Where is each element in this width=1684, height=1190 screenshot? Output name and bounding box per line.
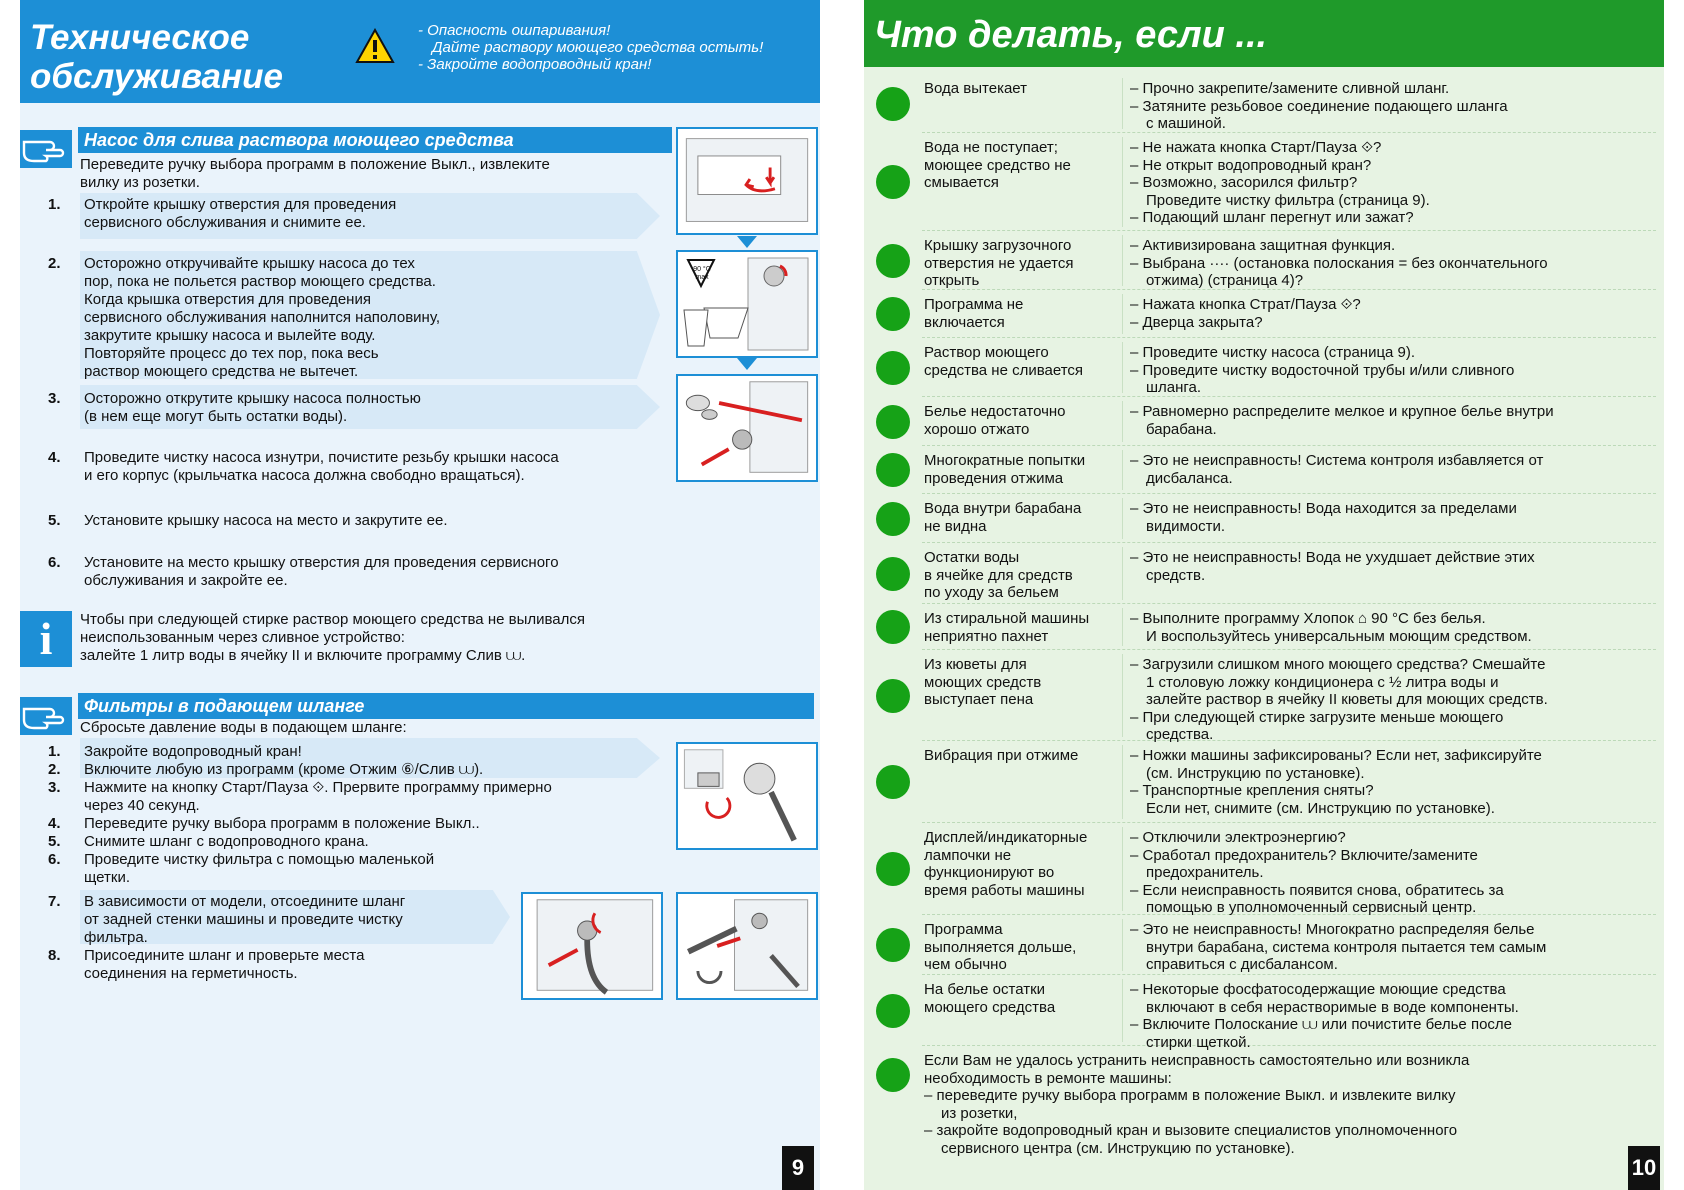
solution-cell (1130, 921, 1658, 974)
pump-step (40, 449, 680, 489)
solution-text: – Не открыт водопроводный кран? (1130, 156, 1372, 174)
info-icon: i (20, 611, 72, 667)
step-text: Проведите чистку фильтра с помощью маленькой (84, 851, 435, 868)
solution-cell (1130, 237, 1658, 290)
solution-text: барабана. (1146, 420, 1217, 438)
step-text: соединения на герметичность. (84, 965, 298, 982)
info-line: залейте 1 литр воды в ячейку II и включите программу Слив ⩊. (80, 647, 526, 664)
troubleshooting-row (864, 446, 1664, 494)
troubleshooting-row (864, 397, 1664, 446)
step-text: обслуживания и закройте ее. (84, 572, 288, 589)
status-dot (876, 165, 910, 199)
pump-section-heading: Насос для слива раствора моющего средства (78, 127, 672, 153)
step-text: Включите любую из программ (кроме Отжим ⑥/Слив ⩊). (84, 761, 484, 778)
solution-text: – Подающий шланг перегнут или зажат? (1130, 209, 1414, 226)
problem-text: время работы машины (924, 881, 1085, 899)
problem-cell (924, 549, 1114, 602)
final-line: из розетки, (941, 1104, 1018, 1122)
step-text: (в нем еще могут быть остатки воды). (84, 408, 348, 425)
solution-text: – При следующей стирке загрузите меньше моющего (1130, 708, 1504, 726)
status-dot (876, 87, 910, 121)
step-text: Присоедините шланг и проверьте места (84, 947, 365, 964)
problem-text: Вода вытекает (924, 80, 1028, 97)
filters-section-heading: Фильтры в подающем шланге (78, 693, 814, 719)
solution-text: дисбаланса. (1146, 469, 1233, 487)
filter-step (40, 743, 680, 761)
solution-text: – Проведите чистку насоса (страница 9). (1130, 344, 1416, 361)
column-divider (1122, 547, 1123, 600)
problem-text: Из стиральной машины (924, 610, 1090, 627)
info-line: неиспользованным через сливное устройство: (80, 629, 405, 646)
troubleshooting-row (864, 604, 1664, 650)
filter-step (40, 851, 680, 887)
solution-cell (1130, 829, 1658, 917)
step-text: пор, пока не польется раствор моющего средства. (84, 273, 436, 290)
solution-text: средства. (1146, 726, 1214, 743)
step-number: 1. (48, 196, 61, 213)
warning-line: Дайте раствору моющего средства остыть! (432, 39, 764, 56)
problem-text: Белье недостаточно (924, 403, 1066, 420)
step-number: 7. (48, 893, 61, 910)
troubleshooting-row (864, 338, 1664, 397)
step-text: Когда крышка отверстия для проведения (84, 291, 371, 308)
step-number: 8. (48, 947, 61, 964)
problem-cell (924, 500, 1114, 535)
column-divider (1122, 401, 1123, 442)
problem-text: открыть (924, 272, 980, 289)
step-text: Закройте водопроводный кран! (84, 743, 302, 760)
solution-text: – Это не неисправность! Система контроля избавляется от (1130, 452, 1544, 469)
solution-text: предохранитель. (1146, 864, 1264, 881)
service-flap-illustration (676, 127, 818, 235)
step-text: Проведите чистку насоса изнутри, почистите резьбу крышки насоса (84, 449, 559, 466)
problem-cell (924, 656, 1114, 709)
solution-text: с машиной. (1146, 115, 1226, 132)
step-text: Переведите ручку выбора программ в положение Выкл.. (84, 815, 480, 832)
filter-step (40, 815, 680, 833)
solution-text: стирки щеткой. (1146, 1033, 1251, 1051)
step-text: фильтра. (84, 929, 148, 946)
problem-text: лампочки не (924, 846, 1012, 864)
solution-text: – Активизирована защитная функция. (1130, 237, 1396, 254)
pointing-hand-icon (20, 130, 72, 168)
solution-cell (1130, 80, 1658, 133)
problem-text: по уходу за бельем (924, 584, 1059, 601)
solution-text: справиться с дисбалансом. (1146, 956, 1338, 973)
step-number: 5. (48, 833, 61, 850)
status-dot (876, 994, 910, 1028)
step-text: Установите на место крышку отверстия для проведения сервисного (84, 554, 559, 571)
problem-text: моющего средства (924, 998, 1056, 1016)
column-divider (1122, 78, 1123, 129)
filter-step (40, 833, 680, 851)
pump-step (40, 512, 680, 532)
page-title-maintenance (30, 18, 360, 96)
status-dot (876, 679, 910, 713)
hose-detach-illustration (521, 892, 663, 1000)
final-line: Если Вам не удалось устранить неисправность самостоятельно или возникла (924, 1052, 1470, 1069)
step-text: Осторожно откручивайте крышку насоса до тех (84, 255, 415, 272)
pump-step (40, 390, 660, 430)
troubleshooting-row (864, 133, 1664, 231)
status-dot (876, 453, 910, 487)
problem-text: неприятно пахнет (924, 627, 1049, 645)
solution-text: – Сработал предохранитель? Включите/замените (1130, 846, 1478, 864)
step-text: раствор моющего средства не вытечет. (84, 363, 359, 380)
problem-text: Программа не (924, 296, 1024, 313)
problem-text: не видна (924, 517, 987, 535)
column-divider (1122, 342, 1123, 393)
step-text: сервисного обслуживания наполнится наполовину, (84, 309, 440, 326)
step-text: щетки. (84, 869, 130, 886)
solution-text: помощью в уполномоченный сервисный центр. (1146, 899, 1477, 916)
status-dot (876, 1058, 910, 1092)
page-title-troubleshooting: Что делать, если ... (874, 14, 1268, 56)
problem-cell (924, 452, 1114, 487)
final-line: необходимость в ремонте машины: (924, 1069, 1172, 1087)
step-text: В зависимости от модели, отсоедините шланг (84, 893, 406, 910)
solution-text: – Это не неисправность! Вода находится за пределами (1130, 500, 1517, 517)
problem-text: проведения отжима (924, 469, 1064, 487)
step-number: 2. (48, 255, 61, 272)
warning-line: - Закройте водопроводный кран! (418, 56, 652, 73)
solution-text: шланга. (1146, 379, 1202, 396)
solution-text: Если нет, снимите (см. Инструкцию по установке). (1146, 799, 1495, 817)
column-divider (1122, 450, 1123, 490)
problem-text: смывается (924, 174, 999, 191)
problem-cell (924, 139, 1114, 192)
status-dot (876, 557, 910, 591)
status-dot (876, 852, 910, 886)
info-text (80, 611, 720, 665)
solution-text: – Выполните программу Хлопок ⌂ 90 °C без белья. (1130, 610, 1486, 627)
solution-text: – Равномерно распределите мелкое и крупное белье внутри (1130, 403, 1554, 420)
final-advice-text (924, 1052, 1654, 1157)
pump-intro-line: вилку из розетки. (80, 174, 200, 191)
column-divider (1122, 979, 1123, 1042)
info-line: Чтобы при следующей стирке раствор моющего средства не выливался (80, 611, 586, 628)
final-line: – переведите ручку выбора программ в положение Выкл. и извлеките вилку (924, 1087, 1456, 1104)
solution-text: – Ножки машины зафиксированы? Если нет, зафиксируйте (1130, 747, 1542, 764)
status-dot (876, 765, 910, 799)
column-divider (1122, 498, 1123, 539)
solution-cell (1130, 981, 1658, 1051)
title-line-2: обслуживание (30, 57, 283, 96)
final-line: сервисного центра (см. Инструкцию по установке). (941, 1139, 1295, 1157)
step-text: Повторяйте процесс до тех пор, пока весь (84, 345, 379, 362)
solution-text: – Это не неисправность! Многократно распределяя белье (1130, 921, 1535, 938)
final-advice-row (864, 1046, 1664, 1166)
pump-cover-removal-illustration (676, 374, 818, 482)
problem-cell (924, 403, 1114, 438)
pump-intro (80, 156, 680, 192)
page-number-9: 9 (782, 1146, 814, 1190)
status-dot (876, 244, 910, 278)
step-text: Установите крышку насоса на место и закрутите ее. (84, 512, 448, 529)
problem-text: Вода не поступает; (924, 139, 1058, 156)
troubleshooting-row (864, 543, 1664, 604)
final-line: – закройте водопроводный кран и вызовите специалистов уполномоченного (924, 1122, 1458, 1139)
drain-bucket-illustration (676, 250, 818, 358)
solution-cell (1130, 344, 1658, 397)
max-temperature-label: 90 °C max (693, 266, 711, 281)
column-divider (1122, 137, 1123, 227)
solution-cell (1130, 747, 1658, 817)
problem-text: Программа (924, 921, 1003, 938)
step-number: 3. (48, 390, 61, 407)
warning-triangle-icon (355, 28, 395, 64)
problem-cell (924, 296, 1114, 331)
step-number: 4. (48, 449, 61, 466)
problem-text: отверстия не удается (924, 254, 1074, 272)
problem-text: Дисплей/индикаторные (924, 829, 1088, 846)
solution-text: – Это не неисправность! Вода не ухудшает действие этих (1130, 549, 1535, 566)
problem-text: Из кюветы для (924, 656, 1027, 673)
down-arrow-icon (737, 358, 757, 370)
troubleshooting-row (864, 975, 1664, 1051)
solution-text: – Возможно, засорился фильтр? (1130, 174, 1358, 191)
problem-text: Крышку загрузочного (924, 237, 1072, 254)
status-dot (876, 297, 910, 331)
problem-cell (924, 747, 1114, 765)
step-number: 4. (48, 815, 61, 832)
filter-step (40, 761, 680, 779)
solution-cell (1130, 296, 1658, 331)
step-text: Снимите шланг с водопроводного крана. (84, 833, 369, 850)
column-divider (1122, 827, 1123, 911)
troubleshooting-row (864, 290, 1664, 338)
step-text: сервисного обслуживания и снимите ее. (84, 214, 366, 231)
solution-text: – Дверца закрыта? (1130, 313, 1263, 331)
solution-cell (1130, 500, 1658, 535)
solution-text: – Транспортные крепления сняты? (1130, 782, 1374, 799)
solution-text: – Нажата кнопка Страт/Пауза ⟐? (1130, 296, 1361, 313)
troubleshooting-row (864, 741, 1664, 823)
problem-cell (924, 981, 1114, 1016)
step-number: 5. (48, 512, 61, 529)
troubleshooting-row (864, 74, 1664, 133)
pump-step (40, 255, 660, 381)
column-divider (1122, 919, 1123, 971)
solution-text: видимости. (1146, 517, 1226, 535)
problem-cell (924, 829, 1114, 899)
solution-text: – Затяните резьбовое соединение подающего шланга (1130, 97, 1508, 115)
solution-text: отжима) (страница 4)? (1146, 272, 1304, 289)
solution-text: – Включите Полоскание ⩊ или почистите белье после (1130, 1016, 1513, 1033)
column-divider (1122, 608, 1123, 646)
solution-text: – Проведите чистку водосточной трубы и/или сливного (1130, 361, 1515, 379)
column-divider (1122, 654, 1123, 737)
solution-cell (1130, 610, 1658, 645)
down-arrow-icon (737, 236, 757, 248)
problem-text: моющих средств (924, 673, 1042, 691)
solution-text: – Прочно закрепите/замените сливной шланг. (1130, 80, 1450, 97)
problem-text: моющее средство не (924, 156, 1071, 174)
troubleshooting-row (864, 650, 1664, 741)
step-number: 6. (48, 554, 61, 571)
troubleshooting-row (864, 915, 1664, 975)
problem-text: Вода внутри барабана (924, 500, 1082, 517)
solution-cell (1130, 403, 1658, 438)
troubleshooting-row (864, 823, 1664, 915)
solution-text: включают в себя нерастворимые в воде компоненты. (1146, 998, 1519, 1016)
problem-text: чем обычно (924, 956, 1007, 973)
filter-step (40, 893, 510, 947)
status-dot (876, 502, 910, 536)
tap-filter-illustration (676, 742, 818, 850)
step-text: Нажмите на кнопку Старт/Пауза ⟐. Прервите программу примерно (84, 779, 552, 796)
step-text: от задней стенки машины и проведите чистку (84, 911, 403, 928)
step-text: через 40 секунд. (84, 797, 200, 814)
column-divider (1122, 294, 1123, 334)
page-number-10: 10 (1628, 1146, 1660, 1190)
problem-cell (924, 237, 1114, 290)
solution-text: И воспользуйтесь универсальным моющим средством. (1146, 627, 1532, 645)
pump-intro-line: Переведите ручку выбора программ в положение Выкл., извлеките (80, 156, 550, 173)
problem-text: хорошо отжато (924, 420, 1030, 438)
problem-text: средства не сливается (924, 361, 1084, 379)
filter-step (40, 779, 680, 815)
hose-filter-brush-illustration (676, 892, 818, 1000)
problem-text: Вибрация при отжиме (924, 747, 1079, 764)
problem-text: Остатки воды (924, 549, 1020, 566)
solution-cell (1130, 452, 1658, 487)
troubleshooting-row (864, 231, 1664, 290)
solution-text: – Загрузили слишком много моющего средства? Смешайте (1130, 656, 1546, 673)
solution-cell (1130, 656, 1658, 744)
problem-cell (924, 80, 1114, 98)
step-number: 3. (48, 779, 61, 796)
warning-line: - Опасность ошпаривания! (418, 22, 611, 39)
step-text: Откройте крышку отверстия для проведения (84, 196, 397, 213)
solution-text: – Некоторые фосфатосодержащие моющие средства (1130, 981, 1506, 998)
problem-text: Многократные попытки (924, 452, 1086, 469)
status-dot (876, 351, 910, 385)
problem-text: включается (924, 313, 1005, 331)
problem-text: На белье остатки (924, 981, 1046, 998)
filter-step (40, 947, 510, 983)
step-text: Осторожно открутите крышку насоса полностью (84, 390, 421, 407)
status-dot (876, 610, 910, 644)
step-number: 2. (48, 761, 61, 778)
step-text: закрутите крышку насоса и вылейте воду. (84, 327, 376, 344)
pump-step (40, 196, 660, 236)
solution-text: Проведите чистку фильтра (страница 9). (1146, 191, 1430, 209)
solution-text: 1 столовую ложку кондиционера с ½ литра воды и (1146, 673, 1499, 691)
solution-cell (1130, 139, 1658, 227)
problem-text: в ячейке для средств (924, 566, 1073, 584)
solution-cell (1130, 549, 1658, 584)
step-text: и его корпус (крыльчатка насоса должна свободно вращаться). (84, 467, 525, 484)
filters-intro: Сбросьте давление воды в подающем шланге: (80, 719, 407, 736)
troubleshooting-row (864, 494, 1664, 543)
problem-text: функционируют во (924, 864, 1055, 881)
problem-cell (924, 921, 1114, 974)
pump-step (40, 554, 680, 594)
solution-text: – Не нажата кнопка Старт/Пауза ⟐? (1130, 139, 1382, 156)
title-line-1: Техническое (30, 18, 250, 57)
step-number: 6. (48, 851, 61, 868)
pointing-hand-icon (20, 697, 72, 735)
solution-text: залейте раствор в ячейку II кюветы для моющих средств. (1146, 691, 1548, 708)
column-divider (1122, 745, 1123, 819)
status-dot (876, 405, 910, 439)
problem-text: выступает пена (924, 691, 1034, 708)
solution-text: средств. (1146, 566, 1206, 584)
problem-text: выполняется дольше, (924, 938, 1077, 956)
problem-text: Раствор моющего (924, 344, 1049, 361)
solution-text: – Если неисправность появится снова, обратитесь за (1130, 881, 1504, 899)
solution-text: – Выбрана ···· (остановка полоскания = без окончательного (1130, 254, 1548, 272)
problem-cell (924, 344, 1114, 379)
warning-text (418, 22, 818, 73)
solution-text: (см. Инструкцию по установке). (1146, 764, 1365, 782)
solution-text: внутри барабана, система контроля пытается тем самым (1146, 938, 1547, 956)
problem-cell (924, 610, 1114, 645)
solution-text: – Отключили электроэнергию? (1130, 829, 1346, 846)
column-divider (1122, 235, 1123, 286)
status-dot (876, 928, 910, 962)
step-number: 1. (48, 743, 61, 760)
